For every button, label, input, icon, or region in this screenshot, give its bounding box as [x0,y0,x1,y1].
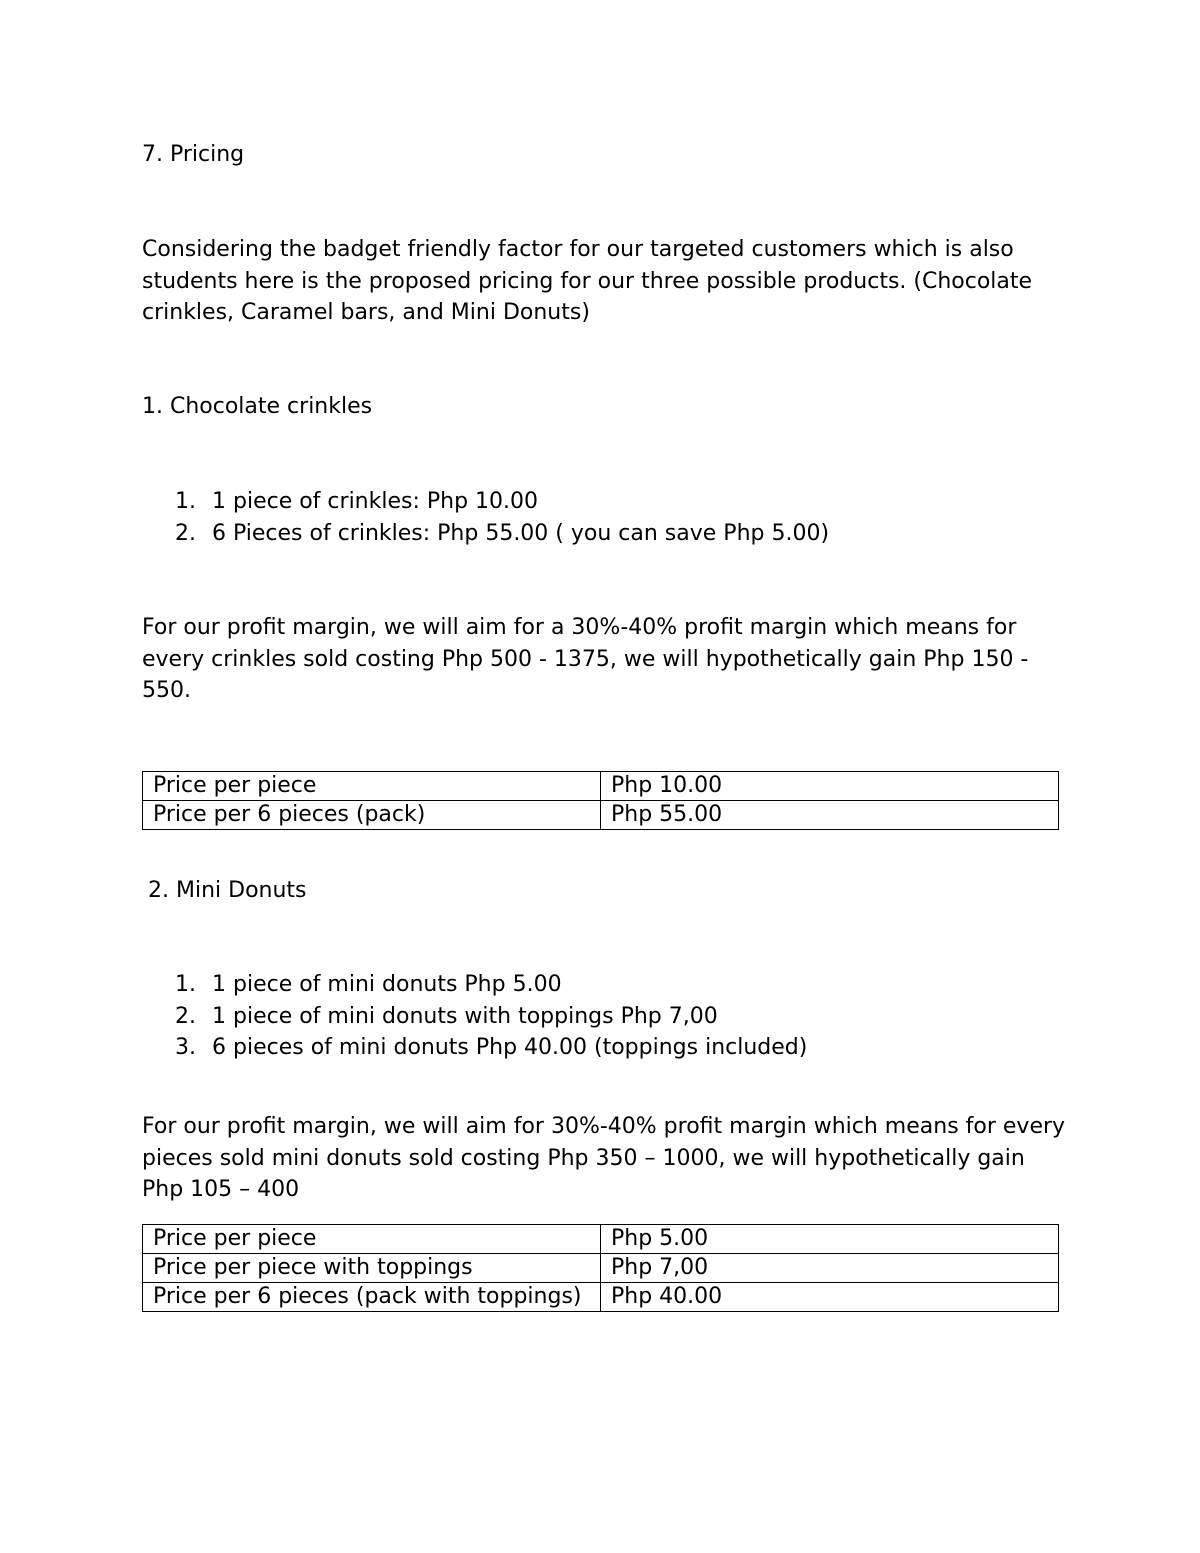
intro-paragraph: Considering the badget friendly factor for our targeted customers which is also students here is the proposed pricing for our three possible products. (Chocolate crinkles, Caramel bars, and Mini Donuts) [142,237,1033,325]
list-number: 1. [175,972,196,997]
crinkles-price-table [142,771,1059,830]
table-cell-label: Price per piece with toppings [143,1254,601,1283]
list-item [142,486,829,518]
product-heading-donuts: 2. Mini Donuts [148,878,307,903]
donuts-profit-paragraph: For our profit margin, we will aim for 30%-40% profit margin which means for every pieces sold mini donuts sold costing Php 350 – 1000, we will hypothetically gain Php 105 – 400 [142,1114,1066,1202]
list-item-text: 1 piece of crinkles: Php 10.00 [212,489,539,514]
list-number: 3. [175,1035,196,1060]
table-row [143,1283,1059,1312]
table-cell-value: Php 10.00 [601,772,1059,801]
table-cell-label: Price per 6 pieces (pack) [143,801,601,830]
list-item [142,1032,807,1064]
donuts-price-list [142,969,807,1064]
table-row [143,801,1059,830]
table-row [143,1254,1059,1283]
list-item-text: 1 piece of mini donuts Php 5.00 [212,972,562,997]
list-item [142,969,807,1001]
list-number: 2. [175,1003,196,1029]
donuts-price-table [142,1224,1059,1312]
table-cell-label: Price per piece [143,1225,601,1254]
crinkles-price-list [142,486,829,549]
list-item [142,1001,807,1033]
list-item-text: 6 Pieces of crinkles: Php 55.00 ( you can save Php 5.00) [212,520,830,546]
table-row [143,772,1059,801]
list-number: 1. [175,489,196,514]
crinkles-profit-paragraph: For our profit margin, we will aim for a 30%-40% profit margin which means for every crinkles sold costing Php 500 - 1375, we will hypothetically gain Php 150 - 550. [142,615,1029,703]
list-item [142,518,829,550]
table-row [143,1225,1059,1254]
list-number: 2. [175,520,196,546]
table-cell-label: Price per piece [143,772,601,801]
list-item-text: 6 pieces of mini donuts Php 40.00 (toppings included) [212,1035,808,1060]
table-cell-label: Price per 6 pieces (pack with toppings) [143,1283,601,1312]
list-item-text: 1 piece of mini donuts with toppings Php 7,00 [212,1003,718,1029]
table-cell-value: Php 7,00 [601,1254,1059,1283]
table-cell-value: Php 5.00 [601,1225,1059,1254]
section-heading: 7. Pricing [142,142,245,167]
table-cell-value: Php 55.00 [601,801,1059,830]
table-cell-value: Php 40.00 [601,1283,1059,1312]
product-heading-crinkles: 1. Chocolate crinkles [142,394,373,419]
